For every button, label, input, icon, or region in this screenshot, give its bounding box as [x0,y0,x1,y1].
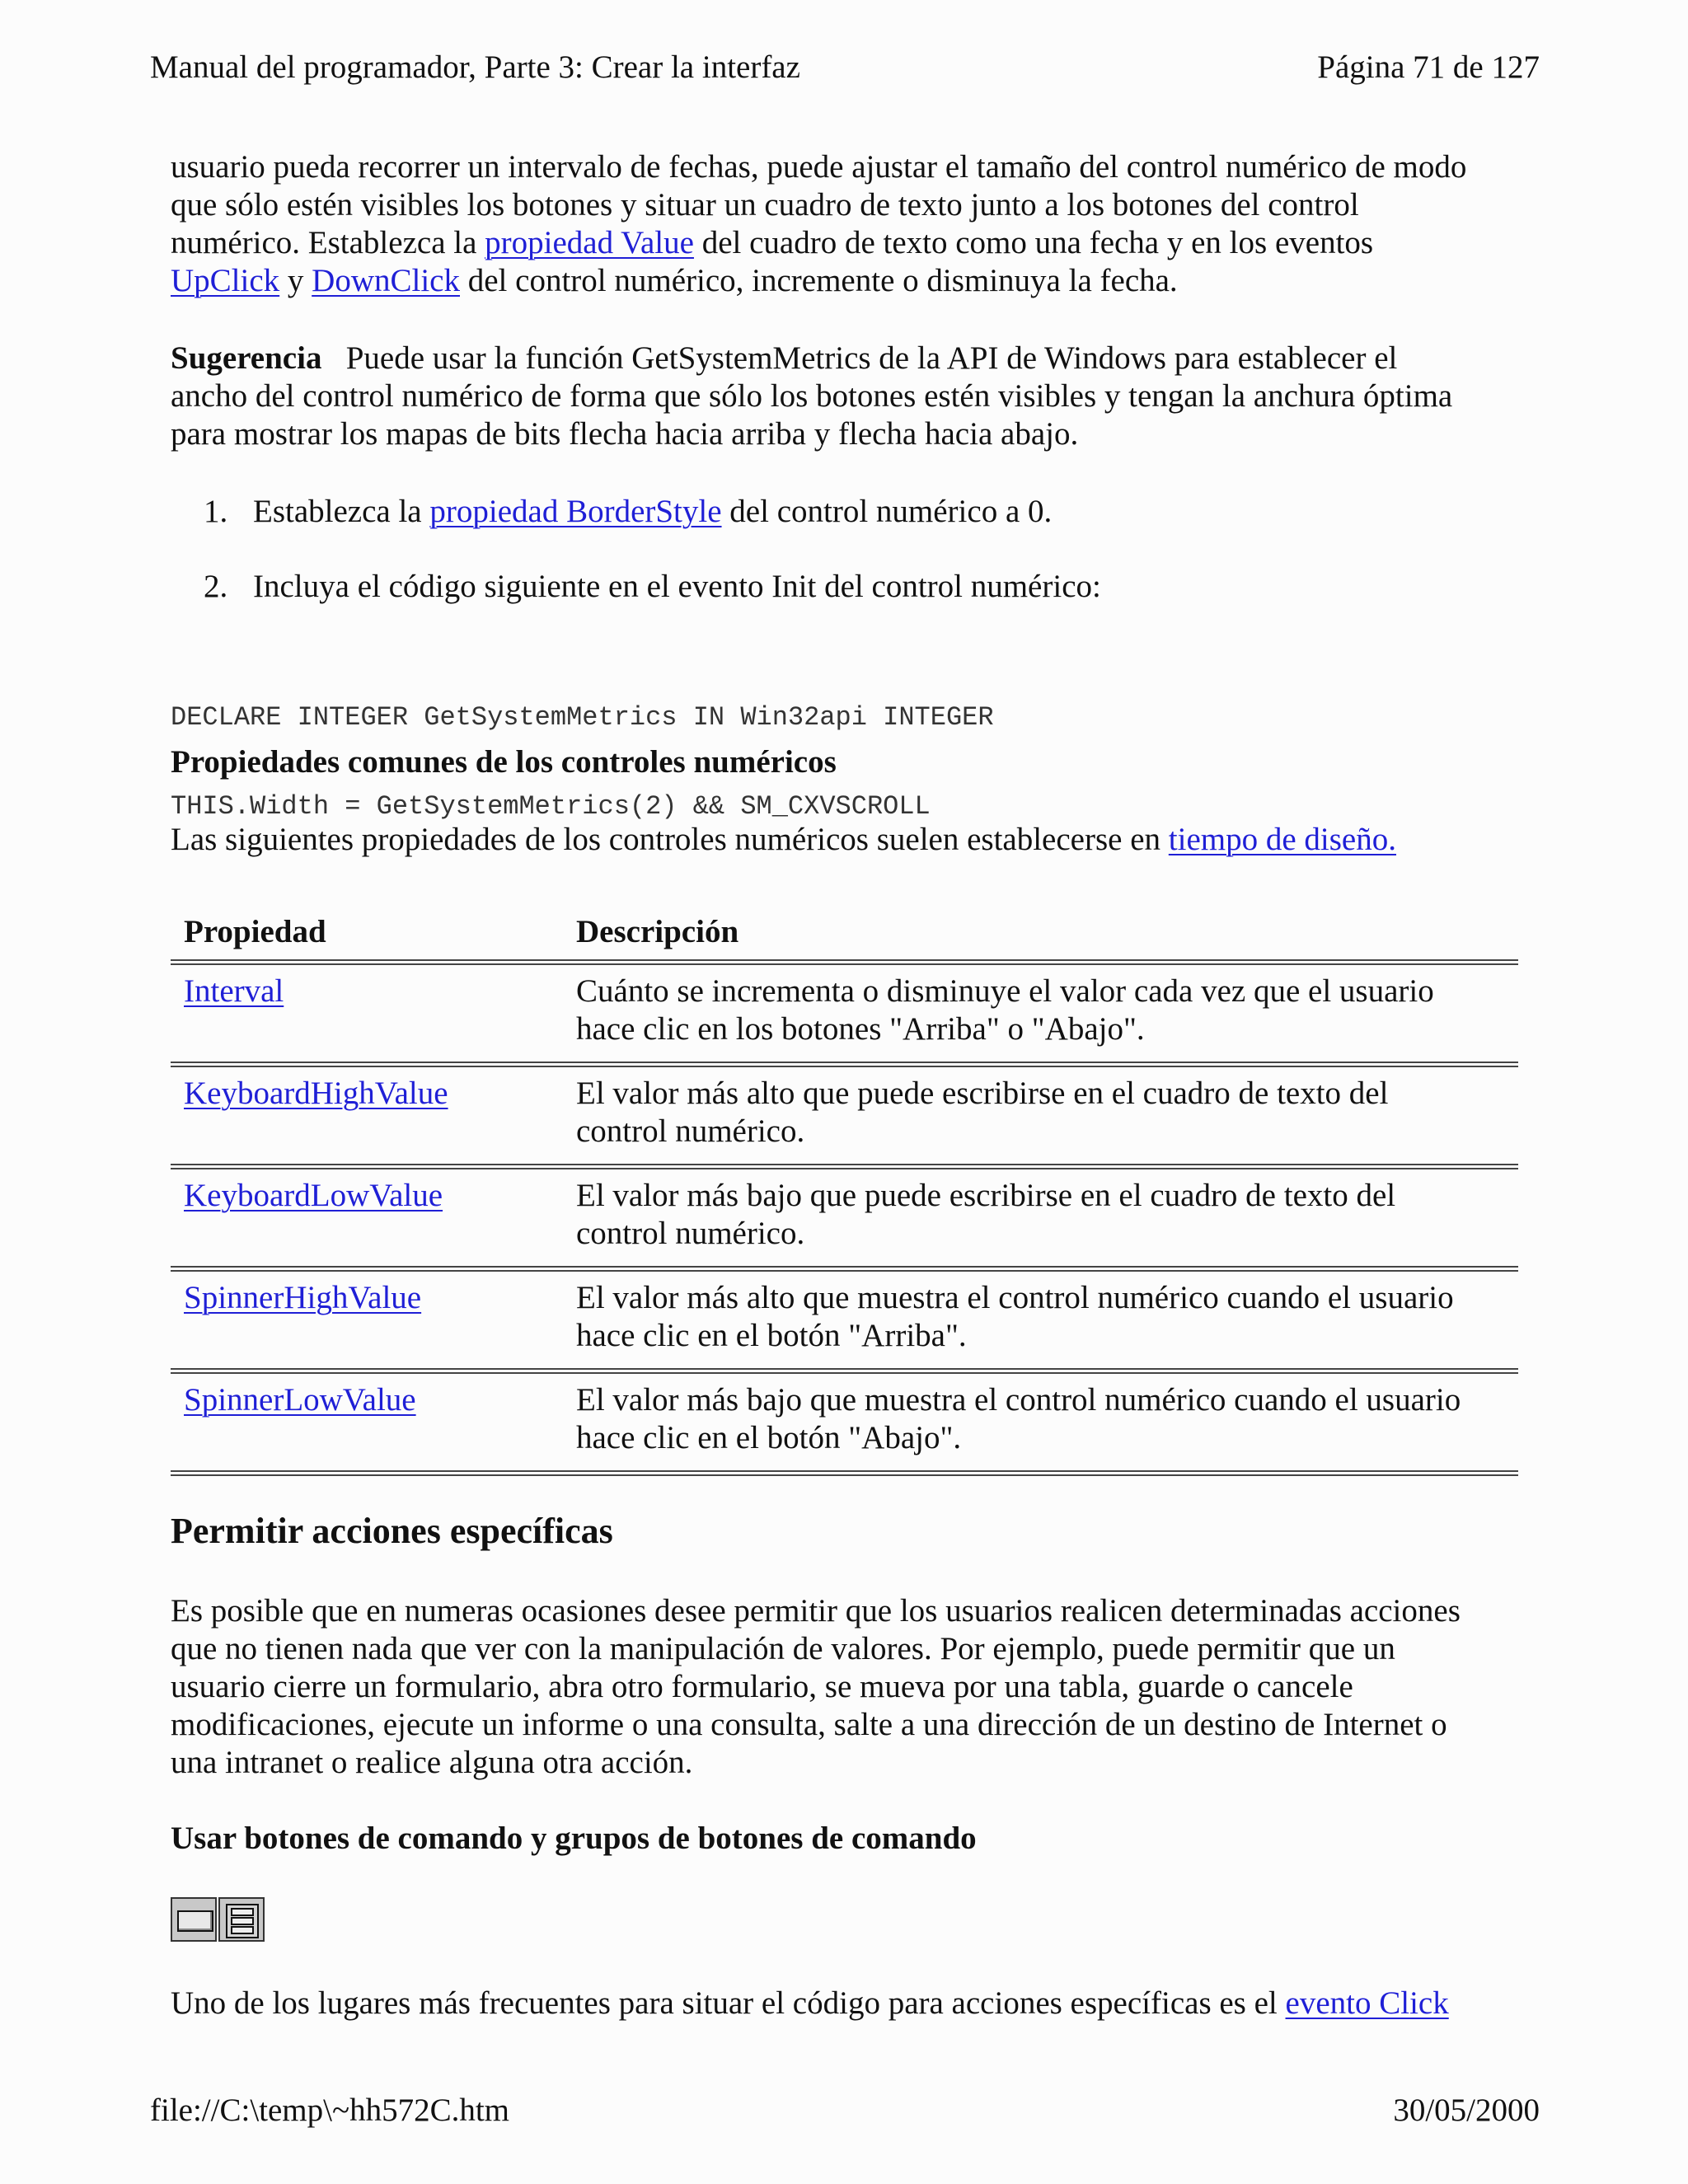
table-row: SpinnerLowValue El valor más bajo que muestra el control numérico cuando el usuario hace clic en el botón "Abajo". [184,1382,1461,1455]
divider [171,1164,1518,1169]
divider [171,1266,1518,1272]
text-line: ancho del control numérico de forma que sólo los botones estén visibles y tengan la anchura óptima [171,378,1453,414]
tip-paragraph [171,340,1522,453]
text-line: para mostrar los mapas de bits flecha hacia arriba y flecha hacia abajo. [171,416,1079,452]
subheading-properties: Propiedades comunes de los controles numéricos [171,744,837,780]
link-spinnerlowvalue[interactable]: SpinnerLowValue [184,1382,416,1418]
divider [171,1062,1518,1067]
date: 30/05/2000 [1393,2093,1540,2128]
text-line: numérico. Establezca la propiedad Value del cuadro de texto como una fecha y en los eventos [171,225,1374,260]
list-item: 1. Establezca la propiedad BorderStyle del control numérico a 0. [204,494,1053,529]
table-row: KeyboardHighValue El valor más alto que puede escribirse en el cuadro de texto del control numérico. [184,1076,1389,1149]
paragraph-click: Uno de los lugares más frecuentes para situar el código para acciones específicas es el evento Click [171,1985,1449,2021]
tip-label: Sugerencia [171,340,322,376]
link-propiedad-borderstyle[interactable]: propiedad BorderStyle [429,494,722,529]
text-line: que no tienen nada que ver con la manipulación de valores. Por ejemplo, puede permitir que un [171,1631,1395,1666]
text-line: una intranet o realice alguna otra acción. [171,1745,693,1780]
text-line: usuario pueda recorrer un intervalo de fechas, puede ajustar el tamaño del control numérico de modo [171,149,1467,185]
list-item: 2. Incluya el código siguiente en el evento Init del control numérico: [204,569,1101,604]
text-line: Es posible que en numeras ocasiones desee permitir que los usuarios realicen determinadas acciones [171,1593,1461,1629]
column-header-propiedad: Propiedad [184,914,326,949]
toolbar-icons [171,1897,268,1943]
link-upclick[interactable]: UpClick [171,263,280,298]
page-footer [150,2091,1540,2130]
file-path: file://C:\temp\~hh572C.htm [150,2093,510,2128]
link-keyboardlowvalue[interactable]: KeyboardLowValue [184,1178,443,1213]
link-tiempo-de-diseno[interactable]: tiempo de diseño. [1168,822,1396,857]
text-line: Sugerencia Puede usar la función GetSystemMetrics de la API de Windows para establecer el [171,340,1398,376]
link-propiedad-value[interactable]: propiedad Value [485,225,694,260]
command-button-icon [171,1897,217,1942]
table-row: SpinnerHighValue El valor más alto que muestra el control numérico cuando el usuario hace clic en el botón "Arriba". [184,1280,1454,1353]
page-number: Página 71 de 127 [1317,49,1540,85]
code-line: DECLARE INTEGER GetSystemMetrics IN Win32api INTEGER [171,702,994,733]
link-downclick[interactable]: DownClick [312,263,460,298]
command-group-icon [218,1897,265,1942]
link-evento-click[interactable]: evento Click [1285,1985,1449,2021]
section-title: Permitir acciones específicas [171,1511,613,1551]
text-line: usuario cierre un formulario, abra otro formulario, se mueva por una tabla, guarde o cancele [171,1669,1353,1704]
link-interval[interactable]: Interval [184,973,284,1009]
table-row: KeyboardLowValue El valor más bajo que puede escribirse en el cuadro de texto del control numérico. [184,1178,1396,1251]
column-header-descripcion: Descripción [576,914,739,949]
properties-table [171,905,1518,1476]
text-line: modificaciones, ejecute un informe o una consulta, salte a una dirección de un destino de Internet o [171,1707,1447,1742]
table-row: Interval Cuánto se incrementa o disminuye el valor cada vez que el usuario hace clic en los botones "Arriba" o "Abajo". [184,973,1434,1047]
header-title: Manual del programador, Parte 3: Crear la interfaz [150,49,800,85]
properties-intro: Las siguientes propiedades de los controles numéricos suelen establecerse en tiempo de diseño. [171,822,1396,857]
divider [171,1470,1518,1476]
link-spinnerhighvalue[interactable]: SpinnerHighValue [184,1280,422,1315]
divider [171,959,1518,965]
table-header [171,905,1518,959]
paragraph-intro [171,148,1522,300]
divider [171,1368,1518,1374]
text-line: que sólo estén visibles los botones y situar un cuadro de texto junto a los botones del control [171,187,1359,223]
subheading-buttons: Usar botones de comando y grupos de botones de comando [171,1821,977,1856]
paragraph-actions [171,1592,1522,1782]
page-header [150,48,1540,87]
code-line: THIS.Width = GetSystemMetrics(2) && SM_CXVSCROLL [171,791,931,822]
link-keyboardhighvalue[interactable]: KeyboardHighValue [184,1076,448,1111]
text-line: UpClick y DownClick del control numérico, incremente o disminuya la fecha. [171,263,1178,298]
